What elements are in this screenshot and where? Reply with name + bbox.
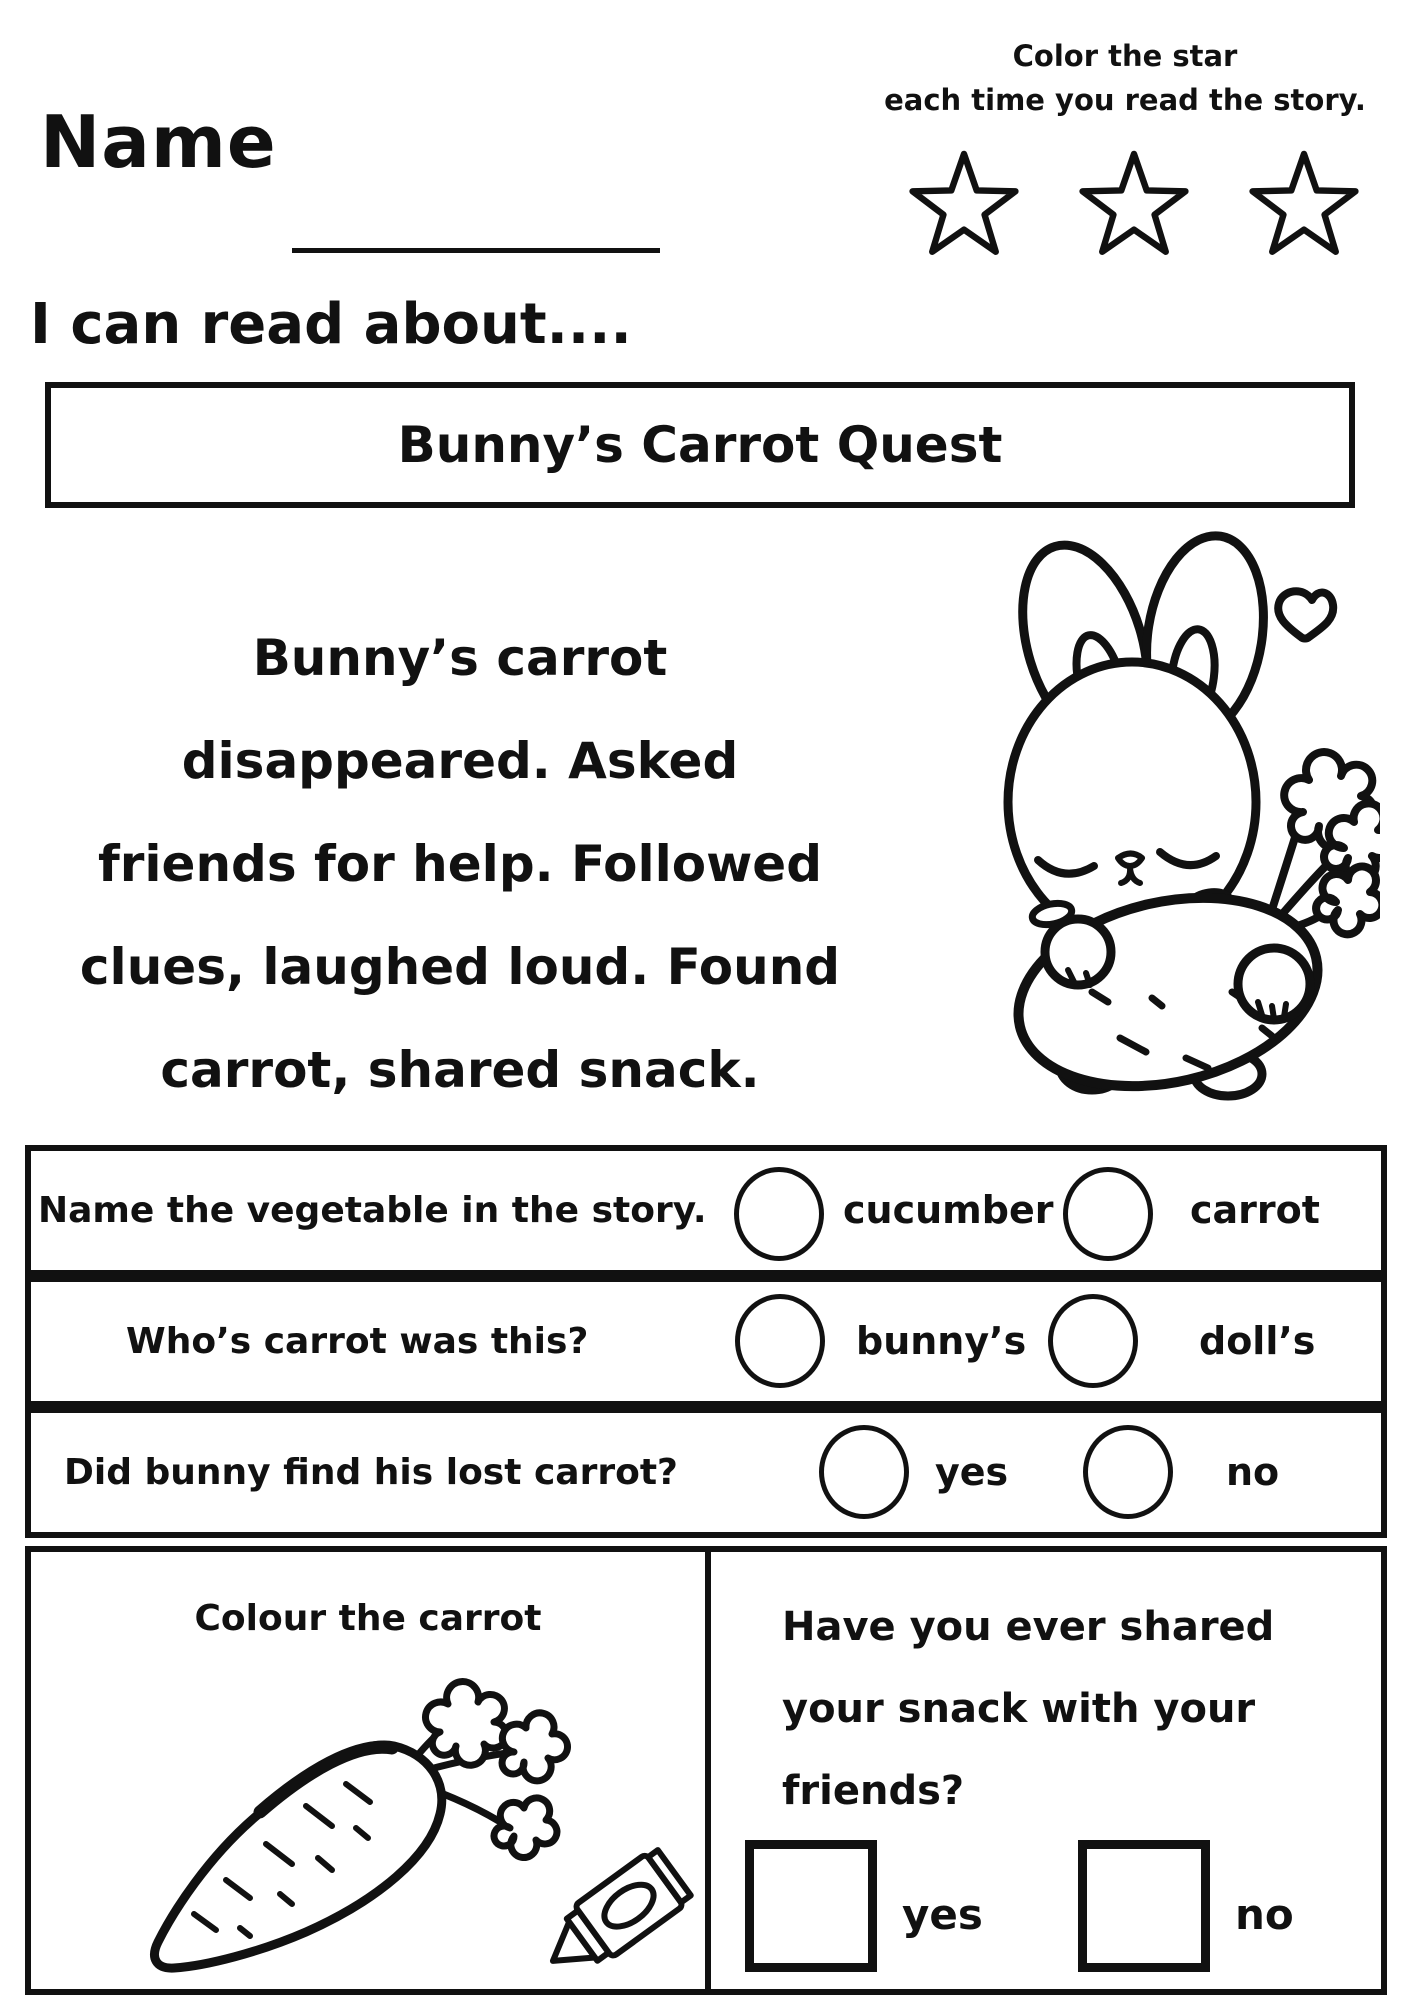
option-label-yes: yes bbox=[935, 1450, 1009, 1494]
share-question-text bbox=[782, 1586, 1322, 1832]
story-line: carrot, shared snack. bbox=[160, 1041, 760, 1099]
checkbox-no[interactable] bbox=[1078, 1840, 1210, 1972]
name-label: Name bbox=[40, 100, 277, 184]
story-text bbox=[55, 607, 865, 1122]
star-icon[interactable] bbox=[905, 148, 1023, 266]
share-question-line: Have you ever shared bbox=[782, 1604, 1275, 1650]
name-write-line[interactable] bbox=[292, 248, 660, 253]
story-line: friends for help. Followed bbox=[97, 835, 823, 893]
question-3-text: Did bunny find his lost carrot? bbox=[64, 1452, 678, 1493]
option-label-bunnys: bunny’s bbox=[856, 1319, 1027, 1363]
crayon-icon bbox=[525, 1840, 700, 1999]
colour-carrot-title: Colour the carrot bbox=[194, 1598, 542, 1639]
star-instruction-line2: each time you read the story. bbox=[884, 83, 1366, 117]
answer-circle-dolls[interactable] bbox=[1048, 1294, 1138, 1388]
checkbox-yes[interactable] bbox=[745, 1840, 877, 1972]
answer-circle-yes[interactable] bbox=[819, 1425, 909, 1519]
option-label-cucumber: cucumber bbox=[843, 1188, 1054, 1232]
option-label-carrot: carrot bbox=[1190, 1188, 1320, 1232]
answer-circle-bunnys[interactable] bbox=[735, 1294, 825, 1388]
share-question-line: your snack with your bbox=[782, 1686, 1256, 1732]
option-label-no: no bbox=[1226, 1450, 1280, 1494]
story-line: Bunny’s carrot bbox=[252, 629, 668, 687]
star-instruction bbox=[860, 34, 1390, 122]
story-title-box bbox=[45, 382, 1355, 508]
star-icon[interactable] bbox=[1245, 148, 1363, 266]
heart-icon bbox=[1278, 591, 1333, 638]
answer-circle-cucumber[interactable] bbox=[734, 1167, 824, 1261]
option-label-dolls: doll’s bbox=[1199, 1319, 1316, 1363]
answer-circle-no[interactable] bbox=[1083, 1425, 1173, 1519]
star-icon[interactable] bbox=[1075, 148, 1193, 266]
bunny-hugging-carrot-illustration bbox=[1000, 530, 1380, 1109]
answer-circle-carrot[interactable] bbox=[1063, 1167, 1153, 1261]
question-1-text: Name the vegetable in the story. bbox=[38, 1190, 707, 1231]
star-instruction-line1: Color the star bbox=[1012, 39, 1238, 73]
share-question-line: friends? bbox=[782, 1768, 965, 1814]
story-line: disappeared. Asked bbox=[181, 732, 739, 790]
intro-text: I can read about.... bbox=[30, 292, 632, 357]
checkbox-label-yes: yes bbox=[902, 1890, 983, 1939]
story-line: clues, laughed loud. Found bbox=[79, 938, 841, 996]
reading-stars bbox=[905, 148, 1385, 268]
story-title: Bunny’s Carrot Quest bbox=[397, 416, 1003, 474]
checkbox-label-no: no bbox=[1235, 1890, 1294, 1939]
question-2-text: Who’s carrot was this? bbox=[126, 1321, 589, 1362]
